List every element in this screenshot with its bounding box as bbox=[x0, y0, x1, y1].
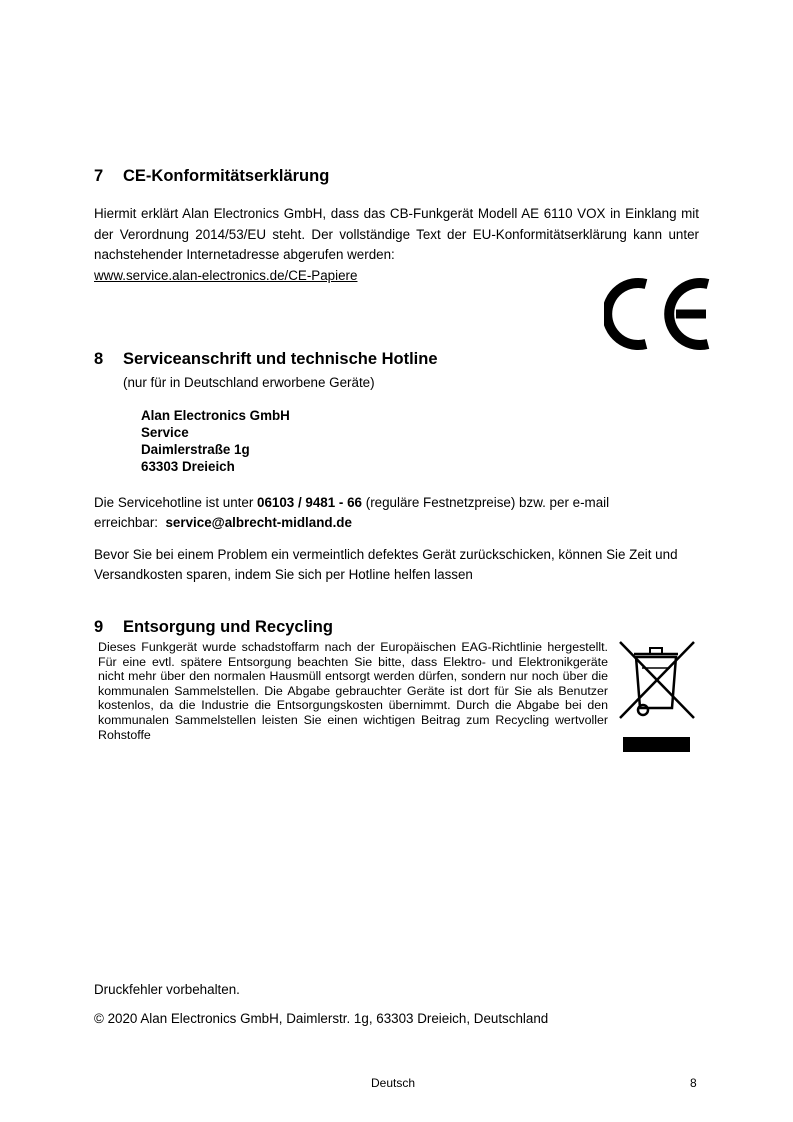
footer-language: Deutsch bbox=[371, 1076, 416, 1090]
ce-declaration-text: Hiermit erklärt Alan Electronics GmbH, dass das CB-Funkgerät Modell AE 6110 VOX in Einklang mit der Verordnung 2014/53/EU steht. Der vollständige Text der EU-Konformitätserklärung kann unter nachstehender Internetadresse abgerufen werden: bbox=[94, 206, 699, 262]
section-title: Entsorgung und Recycling bbox=[123, 618, 333, 636]
section-8-heading bbox=[94, 350, 438, 369]
page-number: 8 bbox=[690, 1076, 697, 1090]
section-8-subtitle: (nur für in Deutschland erworbene Geräte) bbox=[123, 375, 375, 390]
address-line: Daimlerstraße 1g bbox=[141, 442, 250, 457]
section-9-heading bbox=[94, 618, 333, 637]
hotline-paragraph bbox=[94, 493, 714, 532]
hotline-note: Bevor Sie bei einem Problem ein vermeintlich defektes Gerät zurückschicken, können Sie Zeit und Versandkosten sparen, indem Sie sich per Hotline helfen lassen bbox=[94, 547, 678, 582]
hotline-prefix: Die Servicehotline ist unter bbox=[94, 495, 254, 510]
section-7-heading bbox=[94, 167, 329, 186]
address-line: Service bbox=[141, 425, 189, 440]
address-line: Alan Electronics GmbH bbox=[141, 408, 290, 423]
section-number: 9 bbox=[94, 618, 104, 636]
service-address bbox=[141, 407, 290, 475]
ce-papers-link[interactable]: www.service.alan-electronics.de/CE-Papiere bbox=[94, 267, 358, 283]
address-line: 63303 Dreieich bbox=[141, 459, 235, 474]
weee-bin-icon bbox=[614, 636, 698, 756]
recycling-text: Dieses Funkgerät wurde schadstoffarm nach der Europäischen EAG-Richtlinie hergestellt. Für eine evtl. spätere Entsorgung beachten Sie bitte, dass Elektro- und Elektronikgeräte nicht mehr über den normalen Hausmüll entsorgt werden dürfen, sondern nur noch über die kommunalen Sammelstellen. Die Abgabe gebrauchter Geräte ist dort für Sie als Benutzer kostenlos, da die Industrie die Entsorgungskosten übernimmt. Durch die Abgabe bei den kommunalen Sammelstellen leisten Sie einen wichtigen Beitrag zum Recycling wertvoller Rohstoffe bbox=[98, 640, 608, 742]
disclaimer: Druckfehler vorbehalten. bbox=[94, 982, 240, 997]
section-number: 7 bbox=[94, 167, 104, 185]
copyright: © 2020 Alan Electronics GmbH, Daimlerstr. 1g, 63303 Dreieich, Deutschland bbox=[94, 1011, 549, 1026]
section-title: CE-Konformitätserklärung bbox=[123, 167, 330, 185]
section-7-body bbox=[94, 204, 699, 286]
email-prefix: erreichbar: bbox=[94, 514, 159, 530]
hotline-number: 06103 / 9481 - 66 bbox=[257, 495, 362, 510]
hotline-suffix: (reguläre Festnetzpreise) bzw. per e-mail bbox=[365, 495, 610, 510]
section-title: Serviceanschrift und technische Hotline bbox=[123, 350, 438, 368]
service-email: service@albrecht-midland.de bbox=[165, 514, 352, 530]
section-number: 8 bbox=[94, 350, 104, 368]
ce-mark-logo bbox=[604, 276, 712, 352]
